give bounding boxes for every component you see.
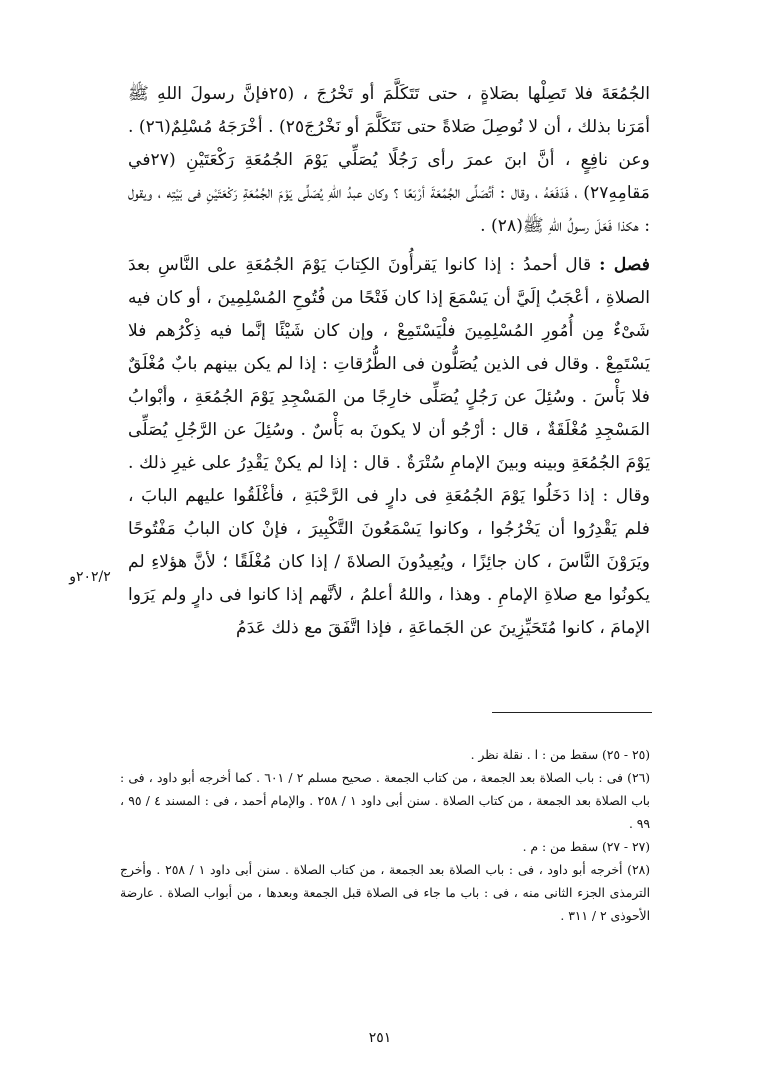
footnote: (٢٥ - ٢٥) سقط من : ا . نقلة نظر .	[470, 748, 650, 762]
footnotes	[120, 744, 650, 928]
footnote-divider	[492, 712, 652, 713]
footnote: (٢٦) فى : باب الصلاة بعد الجمعة ، من كتاب الجمعة . صحيح مسلم ٢ / ٦٠١ . كما أخرجه أبو داود ، فى : باب الصلاة بعد الجمعة ، من كتاب الصلاة . سنن أبى داود ١ / ٢٥٨ . والإمام أحمد ، فى : المسند ٤ / ٩٥ ، ٩٩ .	[120, 771, 650, 831]
section-heading: فصل :	[599, 255, 650, 275]
paragraph-2	[128, 249, 650, 645]
footnote: (٢٧ - ٢٧) سقط من : م .	[522, 840, 650, 854]
page-number: ٢٥١	[368, 1030, 392, 1046]
main-text	[128, 78, 650, 645]
manuscript-folio-note: ٢٠٢/٢و	[69, 569, 111, 585]
footnote: (٢٨) أخرجه أبو داود ، فى : باب الصلاة بعد الجمعة ، من كتاب الصلاة . سنن أبى داود ١ / ٢٥٨ . وأخرج الترمذى الجزء الثانى منه ، فى : باب ما جاء فى الصلاة قبل الجمعة وبعدها ، من أبواب الصلاة . عارضة الأحوذى ٢ / ٣١١ .	[120, 863, 650, 923]
paragraph-1: الجُمُعَةَ فلا تَصِلْها بصَلاةٍ ، حتى تَتَكَلَّمَ أو تَخْرُجَ ، (٢٥فإنَّ رسولَ اللهِ ﷺ أمَرَنا بذلك ، أن لا نُوصِلَ صَلاةً حتى نَتَكَلَّمَ أو نَخْرُجَ٢٥) . أخْرَجَهُ مُسْلِمٌ(٢٦) . وعن نافِعٍ ، أنَّ ابنَ عمرَ رأى رَجُلًا يُصَلِّي يَوْمَ الجُمُعَةِ رَكْعَتَيْنِ (٢٧في مَقامِهِ٢٧) ، فَدَفَعَهُ ، وقال : أتُصَلِّى الجُمُعَةَ أرْبَعًا ؟ وكان عبدُ اللهِ يُصَلِّى يَوْمَ الجُمُعَةِ رَكْعَتَيْنِ فى بَيْتِه ، ويقول : هكذا فَعَلَ رسولُ اللهِ ﷺ(٢٨) .	[127, 84, 651, 236]
paragraph-2-text: قال أحمدُ : إذا كانوا يَقرأُونَ الكِتابَ يَوْمَ الجُمُعَةِ على النَّاسِ بعدَ الصلاةِ ، أعْجَبُ إلَيَّ أن يَسْمَعَ إذا كان فَتْحًا من فُتُوحِ المُسْلِمِينَ ، أو كان فيه شَىْءٌ مِن أُمُورِ المُسْلِمِينَ فلْيَسْتَمِعْ ، وإن كان شَيْئًا إنَّما فيه ذِكْرُهم فلا يَسْتَمِعْ . وقال فى الذين يُصَلُّون فى الطُّرُقاتِ : إذا لم يكن بينهم بابٌ مُغْلَقٌ فلا بَأْسَ . وسُئِلَ عن رَجُلٍ يُصَلِّى خارِجًا من المَسْجِدِ يَوْمَ الجُمُعَةِ ، وأبْوابُ المَسْجِدِ مُغْلَقَةٌ ، قال : أرْجُو أن لا يكونَ به بَأْسٌ . وسُئِلَ عن الرَّجُلِ يُصَلِّى يَوْمَ الجُمُعَةِ وبينه وبينَ الإمامِ سُتْرَةٌ . قال : إذا لم يكنْ يَقْدِرُ على غيرِ ذلك . وقال : إذا دَخَلُوا يَوْمَ الجُمُعَةِ فى دارٍ فى الرَّحْبَةِ ، فأغْلَقُوا عليهم البابَ ، فلم يَقْدِرُوا أن يَخْرُجُوا ، وكانوا يَسْمَعُونَ التَّكْبِيرَ ، فإنْ كان البابُ مَفْتُوحًا ويَرَوْنَ النَّاسَ ، كان جائِزًا ، ويُعِيدُونَ الصلاةَ / إذا كان مُغْلَقًا ؛ لأنَّ هؤلاءِ لم يكونُوا مع صلاةِ الإمامِ . وهذا ، واللهُ أعلمُ ، لأنَّهم إذا كانوا فى دارٍ ولم يَرَوا الإمامَ ، كانوا مُتَحَيِّزِينَ عن الجَماعَةِ ، فإذا اتَّفَقَ مع ذلك عَدَمُ	[128, 255, 650, 638]
